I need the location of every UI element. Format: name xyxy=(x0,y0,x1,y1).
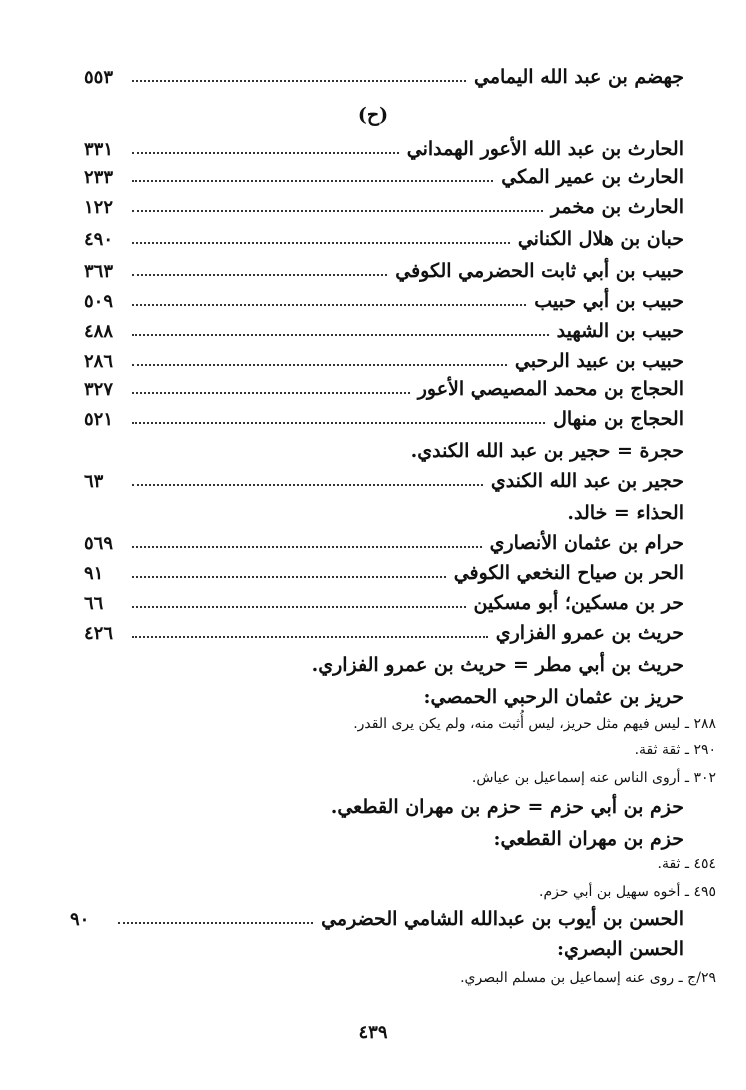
entry-name: حجرة = حجير بن عبد الله الكندي. xyxy=(410,440,684,462)
entry-name: حبان بن هلال الكناني xyxy=(517,228,684,250)
index-entry xyxy=(84,224,684,254)
entry-name: الحسن البصري: xyxy=(556,938,684,960)
section-letter-heading: (ح) xyxy=(357,104,389,126)
index-entry xyxy=(84,588,684,618)
dot-leader xyxy=(132,180,493,182)
entry-note: ٣٠٢ ـ أروى الناس عنه إسماعيل بن عياش. xyxy=(471,770,716,786)
entry-name: الحر بن صياح النخعي الكوفي xyxy=(453,562,684,584)
index-entry xyxy=(84,192,684,222)
page-number: ٤٣٩ xyxy=(358,1022,388,1043)
index-heading-entry xyxy=(84,824,684,854)
dot-leader xyxy=(132,304,526,306)
dot-leader xyxy=(132,606,466,608)
entry-page: ٥٦٩ xyxy=(84,532,114,554)
entry-note: ٢٩٠ ـ ثقة ثقة. xyxy=(634,742,716,758)
entry-name: حجير بن عبد الله الكندي xyxy=(490,470,684,492)
index-entry xyxy=(84,286,684,316)
cross-reference-entry xyxy=(84,650,684,680)
dot-leader xyxy=(132,546,482,548)
index-entry xyxy=(84,618,684,648)
entry-note: ٤٩٥ ـ أخوه سهيل بن أبي حزم. xyxy=(539,884,716,900)
dot-leader xyxy=(118,922,313,924)
index-entry xyxy=(84,162,684,192)
dot-leader xyxy=(132,274,387,276)
entry-page: ٤٨٨ xyxy=(84,320,114,342)
dot-leader xyxy=(132,422,545,424)
entry-name: الحذاء = خالد. xyxy=(567,502,684,524)
dot-leader xyxy=(132,484,483,486)
entry-name: جهضم بن عبد الله اليمامي xyxy=(473,66,684,88)
index-entry xyxy=(84,62,684,92)
entry-note: ٢٨٨ ـ ليس فيهم مثل حريز، ليس أُثبت منه، ولم يكن يرى القدر. xyxy=(353,716,716,732)
entry-page: ٩١ xyxy=(84,562,104,584)
entry-name: الحارث بن عبد الله الأعور الهمداني xyxy=(406,138,684,160)
dot-leader xyxy=(132,576,446,578)
entry-note: ٤٥٤ ـ ثقة. xyxy=(657,856,716,872)
entry-page: ٩٠ xyxy=(70,908,90,930)
entry-page: ٢٣٣ xyxy=(84,166,114,188)
entry-page: ٢٨٦ xyxy=(84,350,114,372)
entry-page: ٣٣١ xyxy=(84,138,114,160)
entry-page: ٥٠٩ xyxy=(84,290,114,312)
dot-leader xyxy=(132,392,410,394)
entry-name: حبيب بن أبي حبيب xyxy=(534,290,684,312)
entry-name: الحارث بن عمير المكي xyxy=(501,166,684,188)
entry-name: الحجاج بن محمد المصيصي الأعور xyxy=(417,378,684,400)
index-entry xyxy=(84,528,684,558)
entry-name: الحسن بن أيوب بن عبدالله الشامي الحضرمي xyxy=(321,908,684,930)
dot-leader xyxy=(132,364,507,366)
cross-reference-entry xyxy=(84,498,684,528)
entry-page: ٣٢٧ xyxy=(84,378,114,400)
index-entry xyxy=(84,316,684,346)
entry-name: حريث بن عمرو الفزاري xyxy=(495,622,684,644)
dot-leader xyxy=(132,80,466,82)
entry-name: حبيب بن أبي ثابت الحضرمي الكوفي xyxy=(395,260,684,282)
dot-leader xyxy=(132,242,510,244)
entry-page: ٣٦٣ xyxy=(84,260,114,282)
entry-page: ٥٢١ xyxy=(84,408,114,430)
entry-page: ٦٦ xyxy=(84,592,104,614)
index-entry xyxy=(84,558,684,588)
cross-reference-entry xyxy=(84,792,684,822)
entry-name: حزم بن مهران القطعي: xyxy=(493,828,684,850)
cross-reference-entry xyxy=(84,436,684,466)
index-heading-entry xyxy=(84,934,684,964)
entry-name: الحارث بن مخمر xyxy=(550,196,684,218)
index-heading-entry xyxy=(84,682,684,712)
entry-name: حبيب بن عبيد الرحبي xyxy=(514,350,684,372)
dot-leader xyxy=(132,152,399,154)
entry-page: ١٢٢ xyxy=(84,196,114,218)
entry-name: الحجاج بن منهال xyxy=(553,408,684,430)
entry-name: حبيب بن الشهيد xyxy=(556,320,684,342)
entry-name: حزم بن أبي حزم = حزم بن مهران القطعي. xyxy=(330,796,684,818)
dot-leader xyxy=(132,210,543,212)
entry-name: حرام بن عثمان الأنصاري xyxy=(489,532,684,554)
index-entry xyxy=(84,346,684,376)
index-entry xyxy=(84,256,684,286)
dot-leader xyxy=(132,636,488,638)
entry-name: حريز بن عثمان الرحبي الحمصي: xyxy=(423,686,684,708)
index-entry xyxy=(70,904,684,934)
entry-note: ٢٩/ج ـ روى عنه إسماعيل بن مسلم البصري. xyxy=(460,970,716,986)
entry-name: حر بن مسكين؛ أبو مسكين xyxy=(473,592,684,614)
entry-page: ٤٢٦ xyxy=(84,622,114,644)
entry-name: حريث بن أبي مطر = حريث بن عمرو الفزاري. xyxy=(311,654,684,676)
index-entry xyxy=(84,374,684,404)
dot-leader xyxy=(132,334,549,336)
entry-page: ٥٥٣ xyxy=(84,66,114,88)
index-entry xyxy=(84,134,684,164)
index-entry xyxy=(84,404,684,434)
entry-page: ٤٩٠ xyxy=(84,228,114,250)
index-entry xyxy=(84,466,684,496)
entry-page: ٦٣ xyxy=(84,470,104,492)
